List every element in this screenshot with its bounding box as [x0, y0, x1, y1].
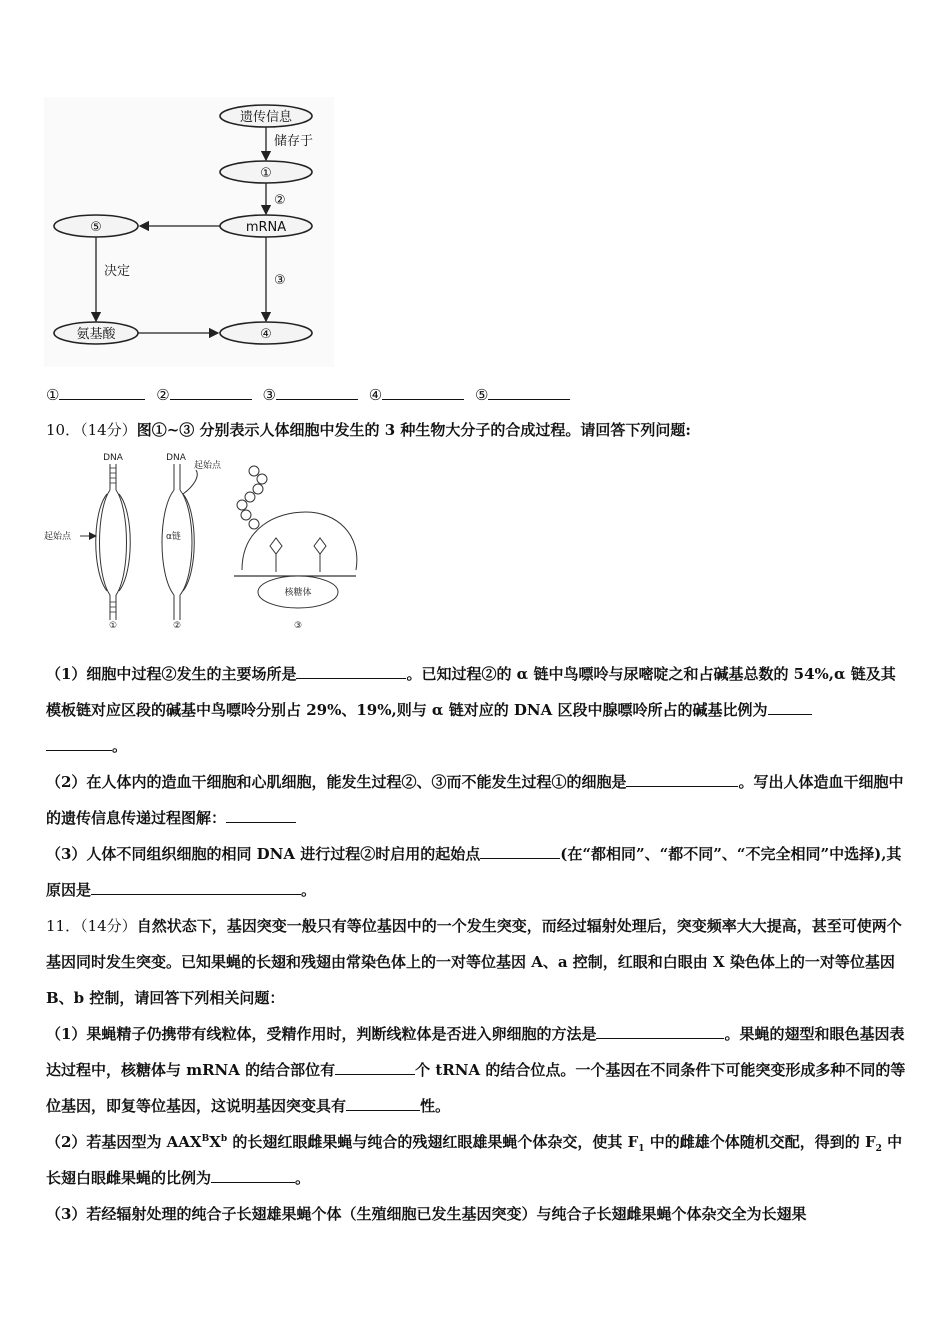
synthesis-processes-figure	[44, 450, 364, 630]
question-11-stem: 11．（14分）自然状态下，基因突变一般只有等位基因中的一个发生突变，而经过辐射处理后，突变频率大大提高，甚至可使两个基因同时发生突变。已知果蝇的长翅和残翅由常染色体上的一对等位基因 A、a 控制，红眼和白眼由 X 染色体上的一对等位基因 B、b 控制，请回答下列相关问题：	[46, 917, 902, 1007]
answer-blank[interactable]	[46, 736, 112, 751]
fig2-label: ②	[172, 621, 182, 630]
question-10-part-3: （3）人体不同组织细胞的相同 DNA 进行过程②时启用的起始点 (在“都相同”、“都不同”、“不完全相同”中选择),其原因是 。	[46, 845, 902, 899]
answer-blank[interactable]	[170, 385, 252, 400]
question-11-part-2: （2）若基因型为 $AAX^BX^b$ 的长翅红眼雌果蝇与纯合的残翅红眼雄果蝇个体杂交，使其 $F_1$ 中的雌雄个体随机交配，得到的 $F_2$ 中长翅白眼雌果蝇的比例为 。	[46, 1133, 903, 1187]
blank-item-2: ②	[156, 386, 251, 404]
fig1-rungs	[110, 468, 116, 612]
node-5-label: ⑤	[90, 220, 102, 235]
answer-blank[interactable]	[488, 385, 570, 400]
answer-blank[interactable]	[480, 844, 560, 859]
answer-blank[interactable]	[276, 385, 358, 400]
question-10-part-2: （2）在人体内的造血干细胞和心肌细胞，能发生过程②、③而不能发生过程①的细胞是 。写出人体造血干细胞中的遗传信息传递过程图解：	[46, 773, 904, 827]
blank-item-3: ③	[262, 386, 357, 404]
answer-blank[interactable]	[296, 664, 406, 679]
flow-answer-blanks	[46, 385, 576, 404]
genetic-info-flow-diagram	[44, 97, 334, 367]
fig2-alpha-label: α链	[166, 532, 181, 542]
edge-determines-label: 决定	[104, 264, 131, 279]
fig2-transcription	[162, 464, 197, 620]
fig3-ribosome-large	[242, 512, 357, 570]
fig2-origin-label: 起始点	[194, 461, 222, 471]
answer-blank[interactable]	[211, 1168, 295, 1183]
question-10-part-1: （1）细胞中过程②发生的主要场所是 。已知过程②的 α 链中鸟嘌呤与尿嘧啶之和占碱基总数的 54%,α 链及其模板链对应区段的碱基中鸟嘌呤分别占 29%、19%,则与 α 链对应的 DNA 区段中腺嘌呤所占的碱基比例为 。	[46, 665, 896, 755]
node-1-label: ①	[260, 166, 272, 181]
fig1-origin-label: 起始点	[44, 532, 72, 542]
fig3-peptide-chain	[237, 466, 267, 529]
node-amino-acid-label: 氨基酸	[76, 327, 116, 342]
answer-blank[interactable]	[226, 808, 296, 823]
question-10-stem: 10．（14分）图①~③ 分别表示人体细胞中发生的 3 种生物大分子的合成过程。请回答下列问题:	[46, 421, 691, 439]
answer-blank[interactable]	[346, 1096, 420, 1111]
fig1-label: ①	[108, 621, 118, 630]
answer-blank[interactable]	[335, 1060, 415, 1075]
blank-item-1: ①	[46, 386, 145, 404]
node-4-label: ④	[260, 327, 272, 342]
node-genetic-info-label: 遗传信息	[239, 110, 293, 125]
answer-blank[interactable]	[768, 700, 812, 715]
answer-blank[interactable]	[596, 1024, 724, 1039]
fig2-dna-label: DNA	[166, 453, 186, 463]
question-11-part-3: （3）若经辐射处理的纯合子长翅雄果蝇个体（生殖细胞已发生基因突变）与纯合子长翅雌果蝇个体杂交全为长翅果	[46, 1205, 807, 1223]
fig3-ribosome-label: 核糖体	[284, 588, 312, 598]
blank-item-5: ⑤	[475, 386, 570, 404]
edge-step-3-label: ③	[274, 273, 286, 288]
fig1-dna-label: DNA	[103, 453, 123, 463]
blank-item-4: ④	[369, 386, 464, 404]
answer-blank[interactable]	[59, 385, 145, 400]
question-11-part-1: （1）果蝇精子仍携带有线粒体，受精作用时，判断线粒体是否进入卵细胞的方法是 。果蝇的翅型和眼色基因表达过程中，核糖体与 mRNA 的结合部位有 个 tRNA 的结合位点。一个基因在不同条件下可能突变形成多种不同的等位基因，即复等位基因，这说明基因突变具有 性。	[46, 1025, 906, 1115]
fig3-trna	[270, 538, 326, 572]
fig1-dna-replication	[96, 464, 131, 620]
answer-blank[interactable]	[626, 772, 738, 787]
answer-blank[interactable]	[382, 385, 464, 400]
edge-step-2-label: ②	[274, 193, 286, 208]
edge-stored-in-label: 储存于	[274, 134, 314, 149]
answer-blank[interactable]	[91, 880, 301, 895]
fig3-label: ③	[293, 621, 303, 630]
node-mrna-label: mRNA	[245, 220, 287, 235]
